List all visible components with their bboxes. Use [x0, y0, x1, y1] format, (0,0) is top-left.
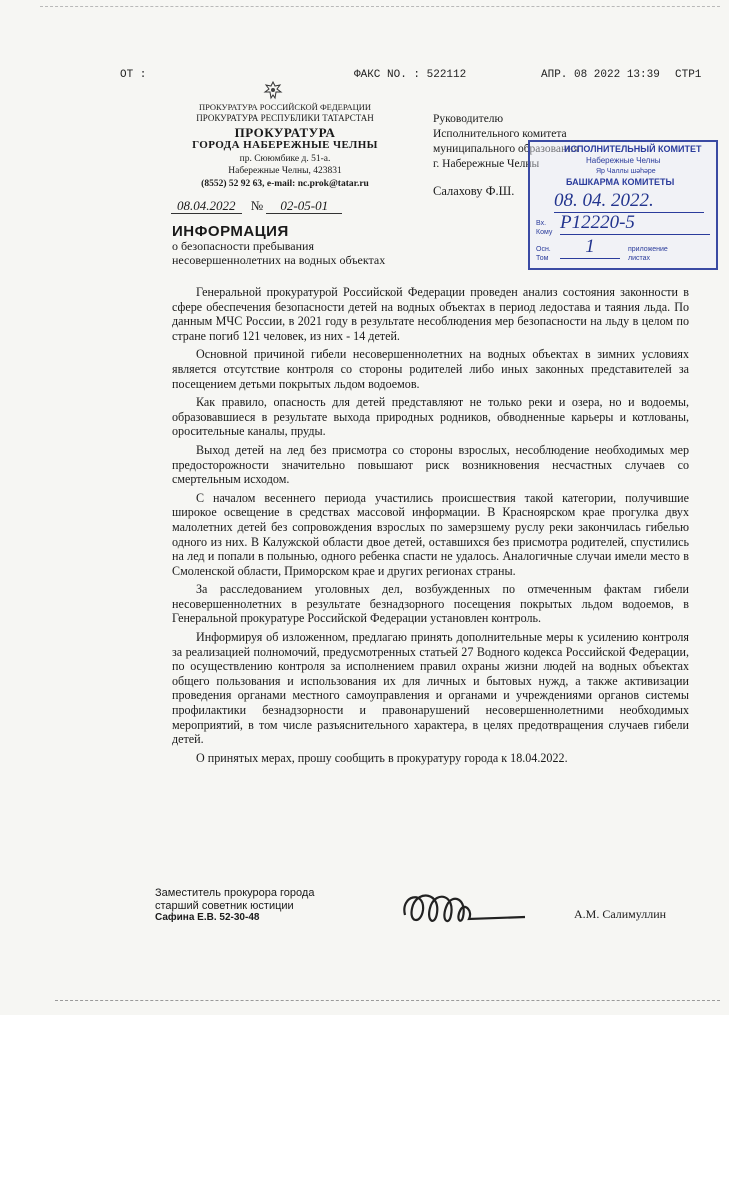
- executor-contact: Сафина Е.В. 52-30-48: [155, 912, 260, 923]
- sender-block: [155, 102, 415, 190]
- sender-line1: ПРОКУРАТУРА РОССИЙСКОЙ ФЕДЕРАЦИИ: [198, 102, 372, 112]
- addressee-name: Салахову Ф.Ш.: [433, 184, 515, 198]
- body-paragraph: Основной причиной гибели несовершеннолетних на водных объектах в зимних условиях является отсутствие контроля со стороны родителей либо иных законных представителей за посещением детьми покрытых льдом водоемов.: [172, 347, 689, 391]
- stamp-tat1: Яр Чаллы шәһәре: [596, 168, 656, 175]
- stamp-app-label2: лиcтах: [628, 255, 651, 262]
- reference-line: [171, 198, 342, 214]
- document-subtitle: [172, 239, 385, 267]
- document-title: ИНФОРМАЦИЯ: [172, 223, 289, 240]
- sender-line4: ГОРОДА НАБЕРЕЖНЫЕ ЧЕЛНЫ: [192, 139, 378, 151]
- signatory-position1: Заместитель прокурора города: [155, 887, 315, 899]
- top-edge-divider: [40, 6, 720, 7]
- handwritten-signature: [395, 875, 535, 940]
- body-paragraph: За расследованием уголовных дел, возбужденных по отмеченным фактам гибели несовершеннолетних в результате безнадзорного посещения покрытых льдом водоемов, в Генеральной прокуратуре Российской Федерации установлен контроль.: [172, 582, 689, 626]
- body-paragraph: Информируя об изложенном, предлагаю принять дополнительные меры к усилению контроля за реализацией полномочий, предусмотренных статьей 27 Водного кодекса Российской Федерации, по осуществлению контроля за исполнением правил охраны жизни людей на водных объектах общего пользования и использования их для личных и бытовых нужд, а также активизации проведения органами местного самоуправления и органами и учреждениями органов системы профилактики безнадзорности и правонарушений несовершеннолетними необходимых мероприятий, в том числе разъяснительного характера, в целях предотвращения случаев гибели детей.: [172, 630, 689, 747]
- document-body: [172, 285, 689, 769]
- reference-no-label: №: [250, 198, 264, 213]
- registration-stamp: [528, 140, 718, 270]
- stamp-tat2: БАШКАРМА КОМИТЕТЫ: [566, 177, 675, 187]
- sender-contacts: (8552) 52 92 63, e-mail: nc.prok@tatar.ru: [201, 179, 369, 189]
- sender-address1: пр. Сююмбике д. 51-а.: [239, 154, 331, 164]
- bottom-edge-divider: [55, 1000, 720, 1001]
- stamp-sheets-label: Осн.: [536, 246, 551, 253]
- subtitle-line2: несовершеннолетних на водных объектах: [172, 253, 386, 267]
- reference-number: 02-05-01: [266, 198, 342, 214]
- sender-line2: ПРОКУРАТУРА РЕСПУБЛИКИ ТАТАРСТАН: [196, 113, 374, 123]
- stamp-app-label: приложение: [628, 246, 668, 253]
- stamp-sheets: 1: [560, 236, 620, 259]
- body-paragraph: О принятых мерах, прошу сообщить в прокуратуру города к 18.04.2022.: [196, 750, 568, 765]
- body-paragraph: Генеральной прокуратурой Российской Федерации проведен анализ состояния законности в сфере обеспечения безопасности детей на водных объектах в период ледостава и таяния льда. По данным МЧС России, в 2021 году в результате несоблюдения мер безопасности на льду в целом по стране погиб 121 человек, из них - 14 детей.: [172, 285, 689, 343]
- addressee-line4: г. Набережные Челны: [433, 158, 540, 170]
- body-paragraph: Выход детей на лед без присмотра со стороны взрослых, несоблюдение необходимых мер предосторожности значительно повышают риск возникновения несчастных случаев со смертельным исходом.: [172, 442, 689, 487]
- signatory-block: [155, 887, 314, 925]
- addressee-line1: Руководителю: [433, 113, 504, 125]
- stamp-in-number: Р12220-5: [560, 212, 710, 235]
- body-paragraph: С началом весеннего периода участились происшествия такой категории, получившие широкое освещение в средствах массовой информации. В Красноярском крае прогулка двух малолетних детей без сопровождения взрослых по замерзшему руслу реки закончилась гибелью одного из них. В Калужской области двое детей, оставшихся без присмотра родителей, спустились на лед и попали в полынью, одного ребенка спасти не удалось. Аналогичные случаи имели место в Смоленской области, Приморском крае и других регионах страны.: [172, 490, 689, 578]
- stamp-to-label: Кому: [536, 229, 553, 236]
- body-paragraph: Как правило, опасность для детей представляют не только реки и озера, но и водоемы, образовавшиеся в результате выхода природных родников, обводненные карьеры и котлованы, оросительные каналы, пруды.: [172, 395, 689, 439]
- signatory-position2: старший советник юстиции: [155, 899, 294, 912]
- reference-date: 08.04.2022: [171, 198, 242, 214]
- stamp-org: ИСПОЛНИТЕЛЬНЫЙ КОМИТЕТ: [564, 144, 702, 154]
- fax-datetime: АПР. 08 2022 13:39: [541, 69, 660, 81]
- sender-address2: Набережные Челны, 423831: [228, 166, 342, 176]
- stamp-date: 08. 04. 2022.: [554, 190, 704, 213]
- sender-line3: ПРОКУРАТУРА: [234, 125, 336, 140]
- subtitle-line1: о безопасности пребывания: [172, 239, 314, 253]
- fax-from: ОТ :: [120, 69, 147, 81]
- fax-number: ФАКС NO. : 522112: [354, 69, 467, 81]
- stamp-in-label: Вх.: [536, 220, 547, 227]
- signatory-name: А.М. Салимуллин: [574, 907, 667, 921]
- addressee-line2: Исполнительного комитета: [433, 128, 567, 140]
- fax-page: СТР1: [675, 69, 702, 81]
- stamp-city: Набережные Челны: [586, 156, 661, 165]
- addressee-line3: муниципального образования: [433, 143, 579, 155]
- stamp-sheets-label2: Том: [536, 255, 549, 262]
